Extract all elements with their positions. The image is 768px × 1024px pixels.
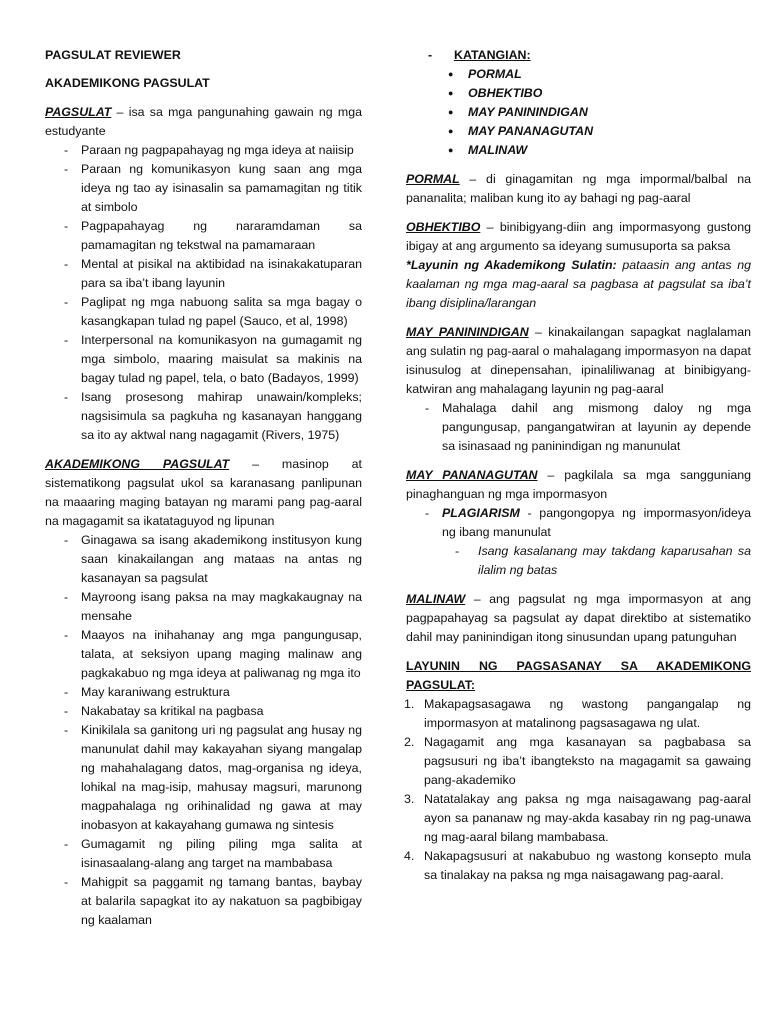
- paninindigan-definition-text: – kinakailangan sapagkat naglalaman ang sulatin ng pag-aaral o mahalagang impormasyon na dapat isinusulog at dinepensahan, ipinaliliwanag at binibigyang-katwiran ang mahalagang layunin ng pag-aaral: [406, 325, 752, 396]
- list-item: - Paraan ng pagpapahayag ng mga ideya at naiisip: [45, 141, 362, 160]
- list-item: [406, 847, 751, 885]
- list-item: ● MAY PANANAGUTAN: [406, 122, 751, 141]
- layunin-note: [406, 256, 751, 313]
- plagiarism-definition: - pangongopya ng impormasyon/ideya ng ibang manunulat: [442, 506, 751, 539]
- paninindigan-sub-item: - Mahalaga dahil ang mismong daloy ng mga pangungusap, pangangatwiran at layunin ay depende sa isinasaad ng paninindigan ng manunulat: [406, 399, 751, 456]
- list-item: - May karaniwang estruktura: [45, 683, 362, 702]
- list-item: - Gumagamit ng piling piling mga salita at isinasaalang-alang ang target na mambabasa: [45, 835, 362, 873]
- list-item: ● MAY PANININDIGAN: [406, 103, 751, 122]
- list-item: - Nakabatay sa kritikal na pagbasa: [45, 702, 362, 721]
- list-item: - Paraan ng komunikasyon kung saan ang mga ideya ng tao ay isinasalin sa pamamagitan ng titik at simbolo: [45, 160, 362, 217]
- obhektibo-term: OBHEKTIBO: [406, 220, 481, 234]
- paninindigan-term: MAY PANININDIGAN: [406, 325, 529, 339]
- pananagutan-definition: [406, 466, 751, 504]
- pormal-definition: [406, 170, 751, 208]
- document-subtitle: AKADEMIKONG PAGSULAT: [45, 76, 210, 90]
- akademiko-term: AKADEMIKONG PAGSULAT: [45, 457, 230, 471]
- list-item: - Mental at pisikal na aktibidad na isinakakatuparan para sa iba’t ibang layunin: [45, 255, 362, 293]
- akademiko-definition-text: – masinop at sistematikong pagsulat ukol sa karanasang panlipunan na maaaring maging batayan ng marami pang pag-aaral na magagamit sa ikatataguyod ng lipunan: [45, 457, 362, 528]
- document-title: PAGSULAT REVIEWER: [45, 48, 181, 62]
- plagiarism-item: [406, 504, 751, 542]
- malinaw-definition: [406, 590, 751, 647]
- list-text: Natatalakay ang paksa ng mga naisagawang pag-aaral ayon sa pananaw ng may-akda kasabay rin ng pag-unawa ng mag-aaral bilang mambabasa.: [424, 792, 751, 844]
- list-text: Makapagsasagawa ng wastong pangangalap ng impormasyon at matalinong pagsasagawa ng ulat.: [424, 697, 751, 730]
- list-item: - Paglipat ng mga nabuong salita sa mga bagay o kasangkapan tulad ng papel (Sauco, et al, 1998): [45, 293, 362, 331]
- katangian-heading: - KATANGIAN:: [406, 46, 751, 65]
- list-number: 3.: [404, 792, 415, 806]
- pormal-definition-text: – di ginagamitan ng mga impormal/balbal na pananalita; maliban kung ito ay bahagi ng pag-aaral: [406, 172, 751, 205]
- layunin-note-label: *Layunin ng Akademikong Sulatin:: [406, 258, 617, 272]
- obhektibo-definition: [406, 218, 751, 256]
- list-item: - Pagpapahayag ng nararamdaman sa pamamagitan ng tekstwal na pamamaraan: [45, 217, 362, 255]
- list-item: [406, 695, 751, 733]
- layunin-heading: LAYUNIN NG PAGSASANAY SA AKADEMIKONG PAGSULAT:: [406, 659, 751, 692]
- pagsulat-definition: [45, 103, 362, 141]
- obhektibo-definition-text: – binibigyang-diin ang impormasyong gustong ibigay at ang argumento sa ideyang sumusuporta sa paksa: [406, 220, 751, 253]
- list-text: Nakapagsusuri at nakabubuo ng wastong konsepto mula sa tinalakay na paksa ng mga naisagawang pag-aaral.: [424, 849, 751, 882]
- list-item: - Isang prosesong mahirap unawain/kompleks; nagsisimula sa pagkuha ng kasanayan hanggang sa ito ay aktwal nang nagagamit (Rivers, 1975): [45, 388, 362, 445]
- malinaw-term: MALINAW: [406, 592, 466, 606]
- right-column: [406, 46, 751, 885]
- pagsulat-term: PAGSULAT: [45, 105, 112, 119]
- left-column: [45, 46, 362, 930]
- pagsulat-list: [45, 141, 362, 445]
- list-item: - Mayroong isang paksa na may magkakaugnay na mensahe: [45, 588, 362, 626]
- list-number: 4.: [404, 849, 415, 863]
- akademiko-definition: [45, 455, 362, 531]
- layunin-list: [406, 695, 751, 885]
- pananagutan-definition-text: – pagkilala sa mga sangguniang pinaghanguan ng mga impormasyon: [406, 468, 751, 501]
- list-item: - Mahigpit sa paggamit ng tamang bantas, baybay at balarila sapagkat ito ay nakatuon sa pagbibigay ng kaalaman: [45, 873, 362, 930]
- list-text: Nagagamit ang mga kasanayan sa pagbabasa sa pagsusuri ng iba’t ibangteksto na magagamit sa gawaing pang-akademiko: [424, 735, 751, 787]
- list-number: 1.: [404, 697, 415, 711]
- list-item: - Ginagawa sa isang akademikong institusyon kung saan kinakailangan ang mataas na antas ng kasanayan sa pagsulat: [45, 531, 362, 588]
- list-item: [406, 790, 751, 847]
- list-item: - Kinikilala sa ganitong uri ng pagsulat ang husay ng manunulat dahil may kakayahan siyang mangalap ng mahahalagang datos, mag-organisa ng ideya, lohikal na mag-isip, mahusay magsuri, marunong magpahalaga ng orihinalidad ng gawa at may inobasyon at kakayahang gumawa ng sintesis: [45, 721, 362, 835]
- list-item: ● PORMAL: [406, 65, 751, 84]
- plagiarism-term: PLAGIARISM: [442, 506, 520, 520]
- list-item: ● OBHEKTIBO: [406, 84, 751, 103]
- layunin-note-text: pataasin ang antas ng kaalaman ng mga mag-aaral sa pagbasa at pagsulat sa iba’t ibang disiplina/larangan: [406, 258, 751, 310]
- pormal-term: PORMAL: [406, 172, 460, 186]
- katangian-list: [406, 65, 751, 160]
- plagiarism-sub-item: - Isang kasalanang may takdang kaparusahan sa ilalim ng batas: [406, 542, 751, 580]
- pananagutan-term: MAY PANANAGUTAN: [406, 468, 538, 482]
- list-item: - Maayos na inihahanay ang mga pangungusap, talata, at seksiyon upang maging malinaw ang pagkakabuo ng mga ideya at paliwanag ng mga ito: [45, 626, 362, 683]
- list-item: ● MALINAW: [406, 141, 751, 160]
- paninindigan-definition: [406, 323, 751, 399]
- list-item: - Interpersonal na komunikasyon na gumagamit ng mga simbolo, maaring maisulat sa makinis na bagay tulad ng papel, tela, o bato (Badayos, 1999): [45, 331, 362, 388]
- akademiko-list: [45, 531, 362, 930]
- pagsulat-definition-text: – isa sa mga pangunahing gawain ng mga estudyante: [45, 105, 362, 138]
- malinaw-definition-text: – ang pagsulat ng mga impormasyon at ang pagpapahayag sa pagsulat ay dapat direktibo at sistematiko dahil may paninindigan itong sinusundan upang patunguhan: [406, 592, 751, 644]
- list-number: 2.: [404, 735, 415, 749]
- list-item: [406, 733, 751, 790]
